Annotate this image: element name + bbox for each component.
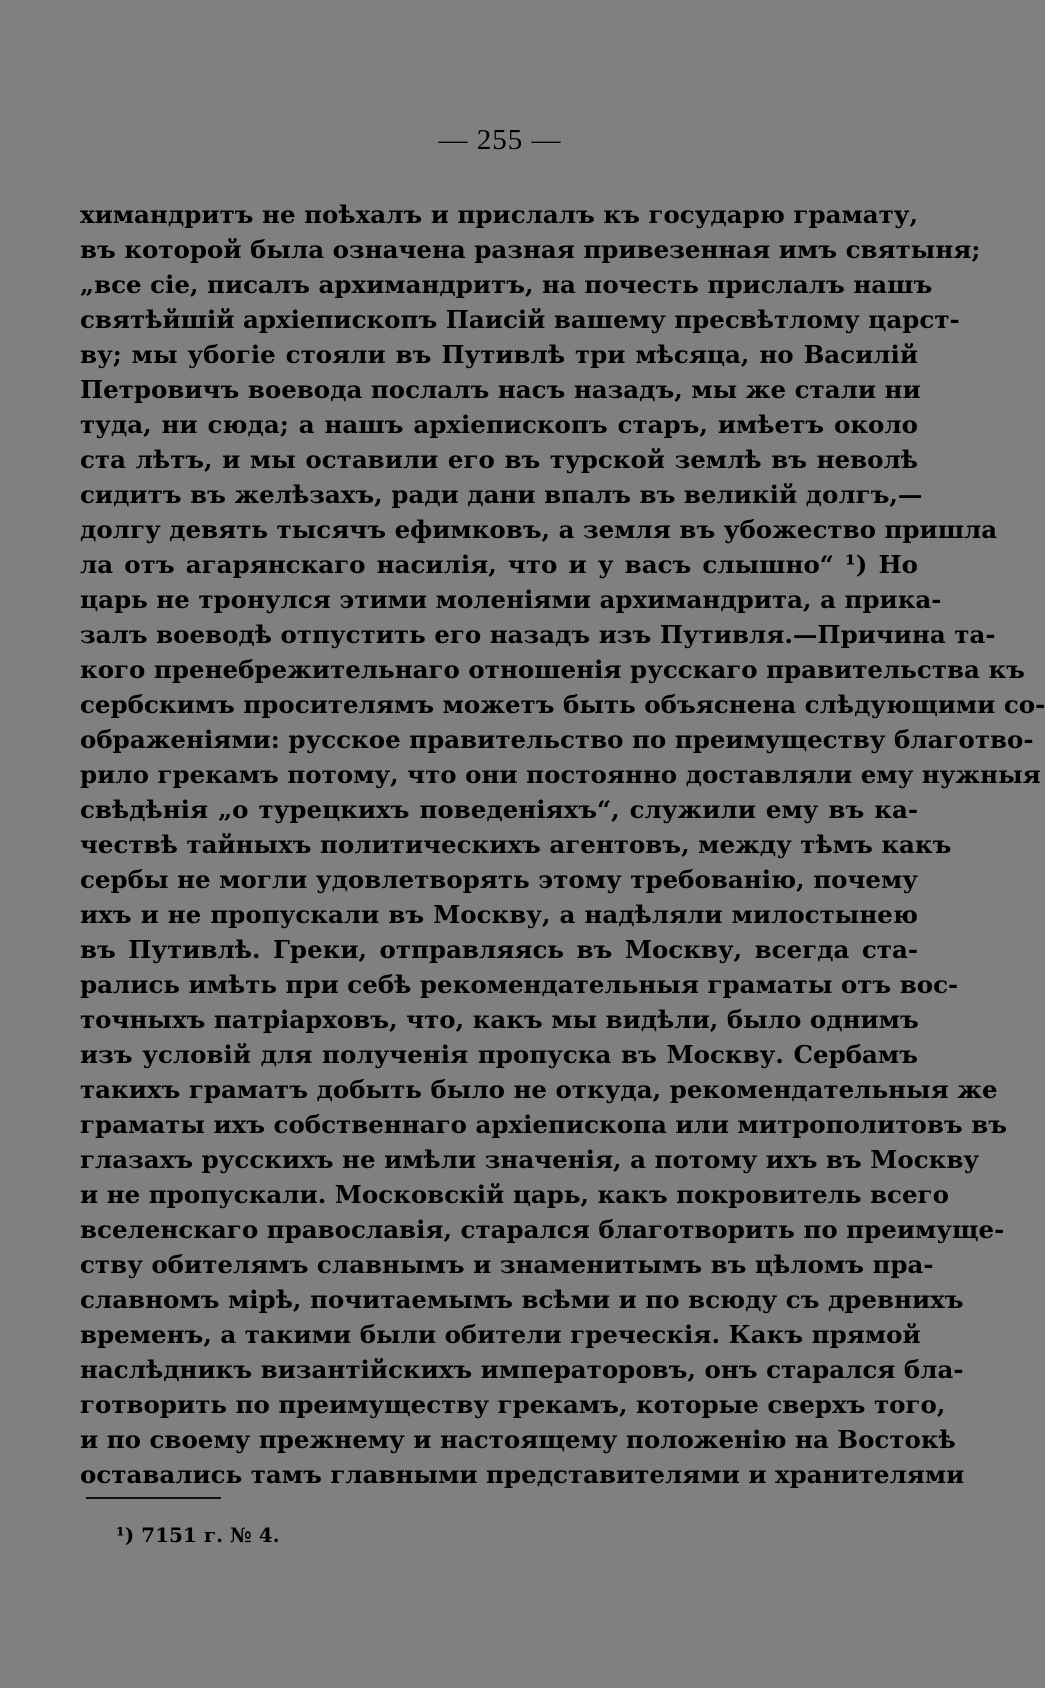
text-line: рило грекамъ потому, что они постоянно доставляли ему нужныя: [80, 760, 1041, 789]
text-line: химандритъ не поѣхалъ и прислалъ къ государю грамату,: [80, 200, 918, 229]
text-line: изъ условій для полученія пропуска въ Москву. Сербамъ: [80, 1040, 918, 1069]
text-line: готворить по преимуществу грекамъ, которые сверхъ того,: [80, 1390, 946, 1419]
body-text: [80, 197, 1045, 1492]
text-line: сербы не могли удовлетворять этому требованію, почему: [80, 865, 918, 894]
text-line: туда, ни сюда; а нашъ архіепископъ старъ, имѣетъ около: [80, 410, 918, 439]
text-line: славномъ мірѣ, почитаемымъ всѣми и по всюду съ древнихъ: [80, 1285, 964, 1314]
text-line: временъ, а такими были обители греческія. Какъ прямой: [80, 1320, 921, 1349]
text-line: „все сіе, писалъ архимандритъ, на почесть прислалъ нашъ: [80, 270, 933, 299]
text-line: святѣйшій архіепископъ Паисій вашему пресвѣтлому царст-: [80, 305, 960, 334]
text-line: и по своему прежнему и настоящему положенію на Востокѣ: [80, 1425, 956, 1454]
text-line: долгу девять тысячъ ефимковъ, а земля въ убожество пришла: [80, 515, 998, 544]
text-line: ву; мы убогіе стояли въ Путивлѣ три мѣсяца, но Василій: [80, 340, 918, 369]
text-line: такихъ граматъ добыть было не откуда, рекомендательныя же: [80, 1075, 998, 1104]
text-line: ихъ и не пропускали въ Москву, а надѣляли милостынею: [80, 900, 918, 929]
text-line: вселенскаго православія, старался благотворить по преимуще-: [80, 1215, 1005, 1244]
text-line: глазахъ русскихъ не имѣли значенія, а потому ихъ въ Москву: [80, 1145, 980, 1174]
text-line: ла отъ агарянскаго насилія, что и у васъ слышно“ ¹) Но: [80, 550, 918, 579]
page-number: — 255 —: [438, 124, 562, 156]
text-line: чествѣ тайныхъ политическихъ агентовъ, между тѣмъ какъ: [80, 830, 952, 859]
footnote-divider: [86, 1497, 221, 1499]
text-line: граматы ихъ собственнаго архіепископа или митрополитовъ въ: [80, 1110, 1008, 1139]
text-line: кого пренебрежительнаго отношенія русскаго правительства къ: [80, 655, 1025, 684]
text-line: сербскимъ просителямъ можетъ быть объяснена слѣдующими со-: [80, 690, 1045, 719]
text-line: ству обителямъ славнымъ и знаменитымъ въ цѣломъ пра-: [80, 1250, 934, 1279]
text-line: сидитъ въ желѣзахъ, ради дани впалъ въ великій долгъ,—: [80, 480, 923, 509]
text-line: ста лѣтъ, и мы оставили его въ турской землѣ въ неволѣ: [80, 445, 918, 474]
text-line: и не пропускали. Московскій царь, какъ покровитель всего: [80, 1180, 949, 1209]
footnote: ¹) 7151 г. № 4.: [116, 1523, 280, 1547]
text-line: въ которой была означена разная привезенная имъ святыня;: [80, 235, 981, 264]
text-line: ображеніями: русское правительство по преимуществу благотво-: [80, 725, 1034, 754]
text-line: Петровичъ воевода послалъ насъ назадъ, мы же стали ни: [80, 375, 921, 404]
text-line: рались имѣть при себѣ рекомендательныя граматы отъ вос-: [80, 970, 959, 999]
text-line: свѣдѣнія „о турецкихъ поведеніяхъ“, служили ему въ ка-: [80, 795, 918, 824]
text-line: наслѣдникъ византійскихъ императоровъ, онъ старался бла-: [80, 1355, 964, 1384]
text-line: въ Путивлѣ. Греки, отправляясь въ Москву, всегда ста-: [80, 935, 918, 964]
text-line: точныхъ патріарховъ, что, какъ мы видѣли, было однимъ: [80, 1005, 919, 1034]
text-line: оставались тамъ главными представителями и хранителями: [80, 1460, 965, 1489]
text-line: залъ воеводѣ отпустить его назадъ изъ Путивля.—Причина та-: [80, 620, 996, 649]
text-line: царь не тронулся этими моленіями архимандрита, а прика-: [80, 585, 942, 614]
